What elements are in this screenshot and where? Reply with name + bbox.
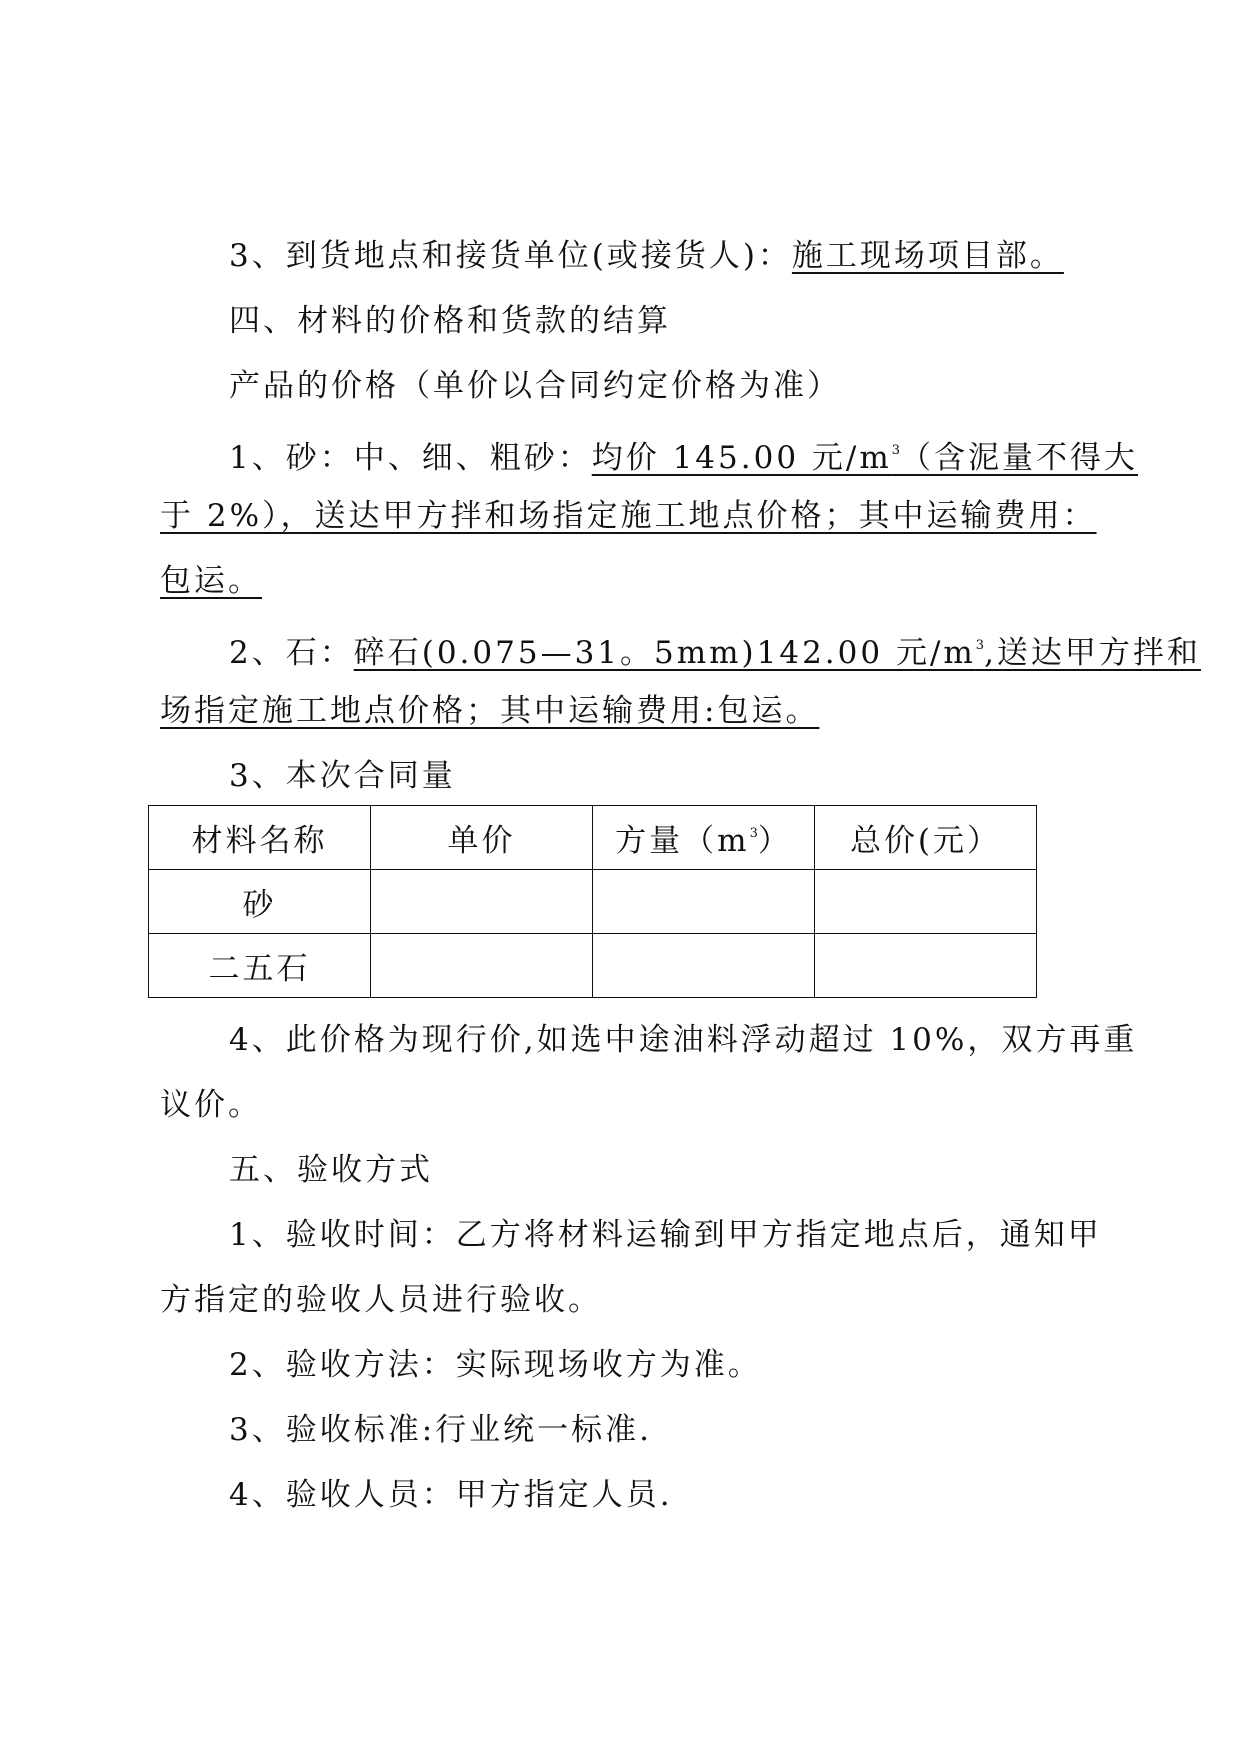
delivery-location-line [229, 236, 1064, 276]
contract-quantity-table [148, 805, 1037, 998]
stone-price-value: 碎石(0.075—31。5mm)142.00 元$/m^3$,送达甲方拌和 [353, 635, 1201, 671]
row-material-name: 二五石 [149, 934, 371, 998]
stone-label: 2、石： [229, 635, 354, 671]
acceptance-method-line: 2、验收方法：实际现场收方为准。 [229, 1347, 762, 1383]
header-total-price: 总价(元） [815, 806, 1037, 870]
row-volume [593, 934, 815, 998]
section-heading-acceptance: 五、验收方式 [229, 1152, 433, 1188]
header-material-name: 材料名称 [149, 806, 371, 870]
row-unit-price [371, 870, 593, 934]
table-row [149, 934, 1037, 998]
header-unit-price: 单价 [371, 806, 593, 870]
row-material-name: 砂 [149, 870, 371, 934]
acceptance-time-continued: 方指定的验收人员进行验收。 [160, 1282, 602, 1318]
row-volume [593, 870, 815, 934]
table-row [149, 870, 1037, 934]
contract-quantity-heading: 3、本次合同量 [229, 758, 456, 794]
sand-label: 1、砂：中、细、粗砂： [229, 440, 592, 476]
acceptance-personnel-line: 4、验收人员：甲方指定人员. [229, 1477, 673, 1513]
price-adjustment-line: 4、此价格为现行价,如选中途油料浮动超过 10%，双方再重 [229, 1022, 1138, 1058]
row-total-price [815, 870, 1037, 934]
sand-price-continued: 于 2%），送达甲方拌和场指定施工地点价格；其中运输费用： [160, 498, 1097, 534]
stone-price-continued: 场指定施工地点价格；其中运输费用:包运。 [160, 693, 820, 729]
table-header-row [149, 806, 1037, 870]
sand-price-line [229, 431, 1138, 478]
section-heading-price: 四、材料的价格和货款的结算 [229, 303, 671, 339]
stone-price-line [229, 626, 1201, 673]
delivery-location-label: 3、到货地点和接货单位(或接货人)： [229, 238, 792, 274]
acceptance-standard-line: 3、验收标准:行业统一标准. [229, 1412, 653, 1448]
sand-price-value: 均价 145.00 元$/m^3$（含泥量不得大 [591, 440, 1139, 476]
acceptance-time-line: 1、验收时间：乙方将材料运输到甲方指定地点后，通知甲 [229, 1217, 1102, 1253]
row-total-price [815, 934, 1037, 998]
price-basis-line: 产品的价格（单价以合同约定价格为准） [229, 368, 841, 404]
row-unit-price [371, 934, 593, 998]
price-adjustment-continued: 议价。 [160, 1087, 262, 1123]
sand-transport-note: 包运。 [160, 563, 262, 599]
delivery-location-value: 施工现场项目部。 [791, 238, 1064, 274]
header-volume: 方量$(m^3)$ [593, 806, 815, 870]
